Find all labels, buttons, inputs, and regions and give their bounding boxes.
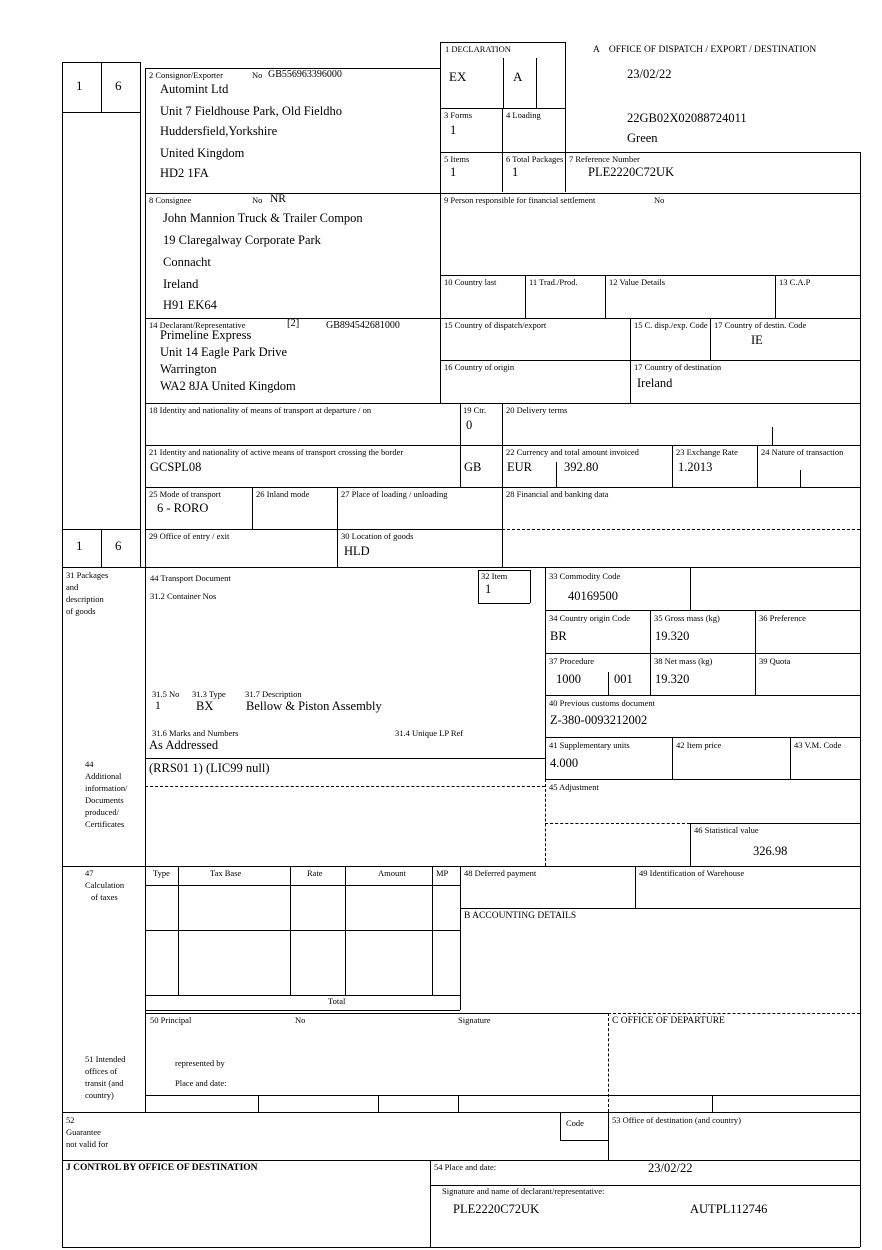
grid-line [710,318,711,360]
tax-header-type: Type [153,868,170,878]
box52-label-1: 52 [66,1115,75,1125]
box54-label: 54 Place and date: [434,1162,497,1172]
grid-line [178,866,179,995]
box9-no-label: No [654,195,665,205]
box44-transport-label: 44 Transport Document [150,573,231,583]
control-by-destination-header: J CONTROL BY OFFICE OF DESTINATION [66,1163,258,1173]
tax-header-mp: MP [436,868,449,878]
transport-nationality: GB [464,460,482,474]
grid-line [545,653,860,654]
grid-line [545,779,860,780]
tax-header-amount: Amount [378,868,406,878]
container-flag: 0 [466,418,473,432]
box33-label: 33 Commodity Code [549,571,621,581]
declarant-eori: GB894542681000 [326,320,400,331]
box47-label-1: 47 [85,868,94,878]
grid-line [140,62,141,567]
grid-line [62,1112,860,1113]
declaration-subtype: A [513,69,523,84]
grid-line [690,567,691,610]
grid-line-dashed [145,786,545,787]
goods-description: Bellow & Piston Assembly [246,699,382,713]
mode-of-transport: 6 - RORO [157,501,209,515]
grid-line-dashed [545,823,690,824]
represented-by-label: represented by [175,1058,225,1068]
grid-line [503,58,504,108]
grid-line [635,866,636,908]
grid-line [62,1247,860,1248]
grid-line [755,610,756,695]
box8-no-label: No [252,195,263,205]
box36-label: 36 Preference [759,613,806,623]
divider-tick [556,462,557,487]
transport-identity: GCSPL08 [150,460,202,474]
grid-line [145,1010,460,1011]
grid-line [608,672,609,695]
additional-info-value: (RRS01 1) (LIC99 null) [149,761,270,775]
packages-count: 1 [155,700,161,712]
box42-label: 42 Item price [676,740,722,750]
grid-line [478,570,479,603]
consignee-address-2: Connacht [163,255,211,269]
grid-line [440,42,565,43]
box40-label: 40 Previous customs document [549,698,656,708]
grid-line-dashed [608,1013,860,1014]
box8-label: 8 Consignee [149,195,192,205]
box44-label-5: produced/ [85,807,119,817]
box24-label: 24 Nature of transaction [761,447,844,457]
box5-label: 5 Items [444,154,470,164]
marks-label: 31.6 Marks and Numbers [152,728,239,738]
grid-line [145,318,860,319]
box10-label: 10 Country last [444,277,497,287]
box7-label: 7 Reference Number [569,154,640,164]
consignor-postcode: HD2 1FA [160,166,209,180]
box3-label: 3 Forms [444,110,473,120]
grid-line [775,275,776,318]
box2-no-label: No [252,70,263,80]
grid-line [440,360,860,361]
box19-label: 19 Ctr. [463,405,487,415]
tax-total-label: Total [328,996,346,1006]
consignee-address-1: 19 Claregalway Corporate Park [163,233,321,247]
declaration-type: EX [449,69,467,84]
box22-label: 22 Currency and total amount invoiced [506,447,639,457]
tax-header-base: Tax Base [210,868,242,878]
grid-line-dashed [502,529,860,530]
box44-label-2: Additional [85,771,122,781]
grid-line [101,529,102,567]
grid-line [690,823,860,824]
box44-label-6: Certificates [85,819,125,829]
grid-line [478,603,530,604]
grid-line [460,866,461,1010]
grid-line [608,1112,609,1160]
box12-label: 12 Value Details [609,277,666,287]
box30-label: 30 Location of goods [341,531,414,541]
copy-number-6: 6 [115,78,122,93]
declarant-reference: PLE2220C72UK [453,1202,540,1216]
declarant-postcode: WA2 8JA United Kingdom [160,379,296,393]
box18-label: 18 Identity and nationality of means of transport at departure / on [149,405,372,415]
box44-label-1: 44 [85,759,94,769]
grid-line [672,737,673,779]
divider-tick [772,427,773,445]
grid-line [145,529,502,530]
grid-line [430,1160,431,1247]
box34-label: 34 Country origin Code [549,613,630,623]
box32-label: 32 Item [481,571,508,581]
box47-label-3: of taxes [91,892,118,902]
grid-line [378,1095,379,1112]
procedure-code: 1000 [556,672,581,686]
grid-line [440,152,860,153]
grid-line [860,152,861,1247]
unique-lp-ref-label: 31.4 Unique LP Ref [395,728,464,738]
grid-line [440,275,860,276]
grid-line [145,1095,860,1096]
grid-line [502,108,503,192]
grid-line [690,823,691,866]
grid-line [62,866,860,867]
declarant-address-1: Unit 14 Eagle Park Drive [160,345,288,359]
box50-no-label: No [295,1015,306,1025]
box16-label: 16 Country of origin [444,362,515,372]
box52-label-3: not valid for [66,1139,109,1149]
grid-line [790,737,791,779]
box50-label: 50 Principal [150,1015,192,1025]
box31-label-2: and [66,582,79,592]
forms-value: 1 [450,123,457,137]
grid-line [145,445,860,446]
box11-label: 11 Trad./Prod. [529,277,578,287]
consignee-postcode: H91 EK64 [163,298,217,312]
box17a-label: 17 Country of destin. Code [714,320,807,330]
grid-line [258,1095,259,1112]
grid-line [145,885,460,886]
grid-line [565,42,566,192]
box43-label: 43 V.M. Code [794,740,842,750]
box17-label: 17 Country of destination [634,362,722,372]
box1-label: 1 DECLARATION [445,44,511,54]
declaration-date: 23/02/22 [648,1161,693,1175]
statistical-value: 326.98 [753,844,788,858]
box37-label: 37 Procedure [549,656,595,666]
procedure-code-2: 001 [614,672,633,686]
container-nos-label: 31.2 Container Nos [150,591,217,601]
destination-country-code: IE [751,333,763,347]
grid-line [650,610,651,695]
packages-type: BX [196,699,214,713]
consignor-name: Automint Ltd [160,82,229,96]
representative-code: [2] [287,318,300,329]
grid-line [145,193,860,194]
grid-line [440,42,441,403]
invoice-amount: 392.80 [564,460,599,474]
copy-number-1-lower: 1 [76,538,83,553]
supplementary-units: 4.000 [550,756,579,770]
box49-label: 49 Identification of Warehouse [639,868,745,878]
box4-label: 4 Loading [506,110,541,120]
grid-line [432,866,433,995]
grid-line [62,112,140,113]
grid-line [145,1013,608,1014]
grid-line-dashed [608,1013,609,1112]
grid-line [530,570,531,603]
box26-label: 26 Inland mode [256,489,310,499]
total-packages-value: 1 [512,165,519,179]
grid-line [545,737,860,738]
box31-label-3: description [66,594,104,604]
movement-reference-number: 22GB02X02088724011 [627,111,747,125]
divider-tick [800,470,801,487]
gross-mass: 19.320 [655,629,690,643]
grid-line [545,567,546,779]
box13-label: 13 C.A.P [779,277,811,287]
consignor-address-2: Huddersfield,Yorkshire [160,124,278,138]
declarant-name-value: AUTPL112746 [690,1202,768,1216]
net-mass: 19.320 [655,672,690,686]
declarant-address-2: Warrington [160,362,217,376]
grid-line [101,62,102,112]
exchange-rate: 1.2013 [678,460,713,474]
grid-line [62,567,860,568]
grid-line [545,695,860,696]
grid-line [502,403,503,567]
place-and-date-label: Place and date: [175,1078,227,1088]
box20-label: 20 Delivery terms [506,405,568,415]
marks-value: As Addressed [149,738,219,752]
reference-number-value: PLE2220C72UK [588,165,675,179]
box51-label-4: country) [85,1090,114,1100]
box51-label-1: 51 Intended [85,1054,126,1064]
grid-line [630,318,631,403]
box15a-label: 15 C. disp./exp. Code [634,320,708,330]
copy-number-6-lower: 6 [115,538,122,553]
copy-number-1: 1 [76,78,83,93]
box39-label: 39 Quota [759,656,791,666]
box9-label: 9 Person responsible for financial settlement [444,195,596,205]
box44-label-4: Documents [85,795,124,805]
office-of-departure-header: C OFFICE OF DEPARTURE [612,1016,725,1026]
grid-line [712,1095,713,1112]
box52-code-label: Code [566,1118,584,1128]
box38-label: 38 Net mass (kg) [654,656,713,666]
grid-line [62,62,63,1247]
signature-name-label: Signature and name of declarant/representative: [442,1186,605,1196]
destination-country: Ireland [637,376,673,390]
grid-line [672,445,673,487]
commodity-code: 40169500 [568,589,618,603]
items-value: 1 [450,165,457,179]
box53-label: 53 Office of destination (and country) [612,1115,741,1125]
box29-label: 29 Office of entry / exit [149,531,230,541]
grid-line [145,930,460,931]
grid-line [458,1095,459,1112]
grid-line [560,1112,561,1140]
box41-label: 41 Supplementary units [549,740,630,750]
dispatch-date: 23/02/22 [627,67,672,81]
box25-label: 25 Mode of transport [149,489,222,499]
box45-label: 45 Adjustment [549,782,599,792]
tax-header-rate: Rate [307,868,323,878]
box35-label: 35 Gross mass (kg) [654,613,720,623]
grid-line [560,1140,608,1141]
location-of-goods: HLD [344,544,370,558]
box27-label: 27 Place of loading / unloading [341,489,448,499]
box47-label-2: Calculation [85,880,125,890]
previous-document: Z-380-0093212002 [550,713,648,727]
box15-label: 15 Country of dispatch/export [444,320,547,330]
consignee-id: NR [270,193,286,205]
consignor-address-1: Unit 7 Fieldhouse Park, Old Fieldho [160,104,342,118]
grid-line [536,58,537,108]
consignee-country: Ireland [163,277,199,291]
declarant-name: Primeline Express [160,328,252,342]
item-number: 1 [485,582,492,596]
office-of-dispatch-header: A OFFICE OF DISPATCH / EXPORT / DESTINATION [593,45,817,55]
grid-line [337,487,338,567]
grid-line [145,758,545,759]
grid-line [757,445,758,487]
box6-label: 6 Total Packages [506,154,564,164]
grid-line [145,995,460,996]
consignor-eori: GB556963396000 [268,69,342,80]
invoice-currency: EUR [507,460,532,474]
grid-line [605,275,606,318]
grid-line [290,866,291,995]
grid-line [145,68,146,1112]
consignor-country: United Kingdom [160,146,245,160]
origin-country-code: BR [550,629,567,643]
box48-label: 48 Deferred payment [464,868,537,878]
box23-label: 23 Exchange Rate [676,447,738,457]
grid-line [545,610,860,611]
accounting-details-header: B ACCOUNTING DETAILS [464,911,577,921]
box52-label-2: Guarantee [66,1127,101,1137]
box21-label: 21 Identity and nationality of active means of transport crossing the border [149,447,404,457]
consignee-name: John Mannion Truck & Trailer Compon [163,211,363,225]
grid-line [460,908,860,909]
grid-line [345,866,346,995]
box46-label: 46 Statistical value [694,825,759,835]
grid-line [252,487,253,529]
box14-label: 14 Declarant/Representative [149,320,246,330]
box31-label-1: 31 Packages [66,570,109,580]
packages-no-label: 31.5 No [152,689,180,699]
box51-label-3: transit (and [85,1078,124,1088]
routing-status: Green [627,131,658,145]
grid-line [62,1160,860,1161]
box28-label: 28 Financial and banking data [506,489,609,499]
grid-line [525,275,526,318]
box51-label-2: offices of [85,1066,118,1076]
box31-label-4: of goods [66,606,96,616]
description-label: 31.7 Description [245,689,302,699]
box2-label: 2 Consignor/Exporter [149,70,223,80]
box50-signature-label: Signature [458,1015,491,1025]
packages-type-label: 31.3 Type [192,689,226,699]
box44-label-3: information/ [85,783,128,793]
